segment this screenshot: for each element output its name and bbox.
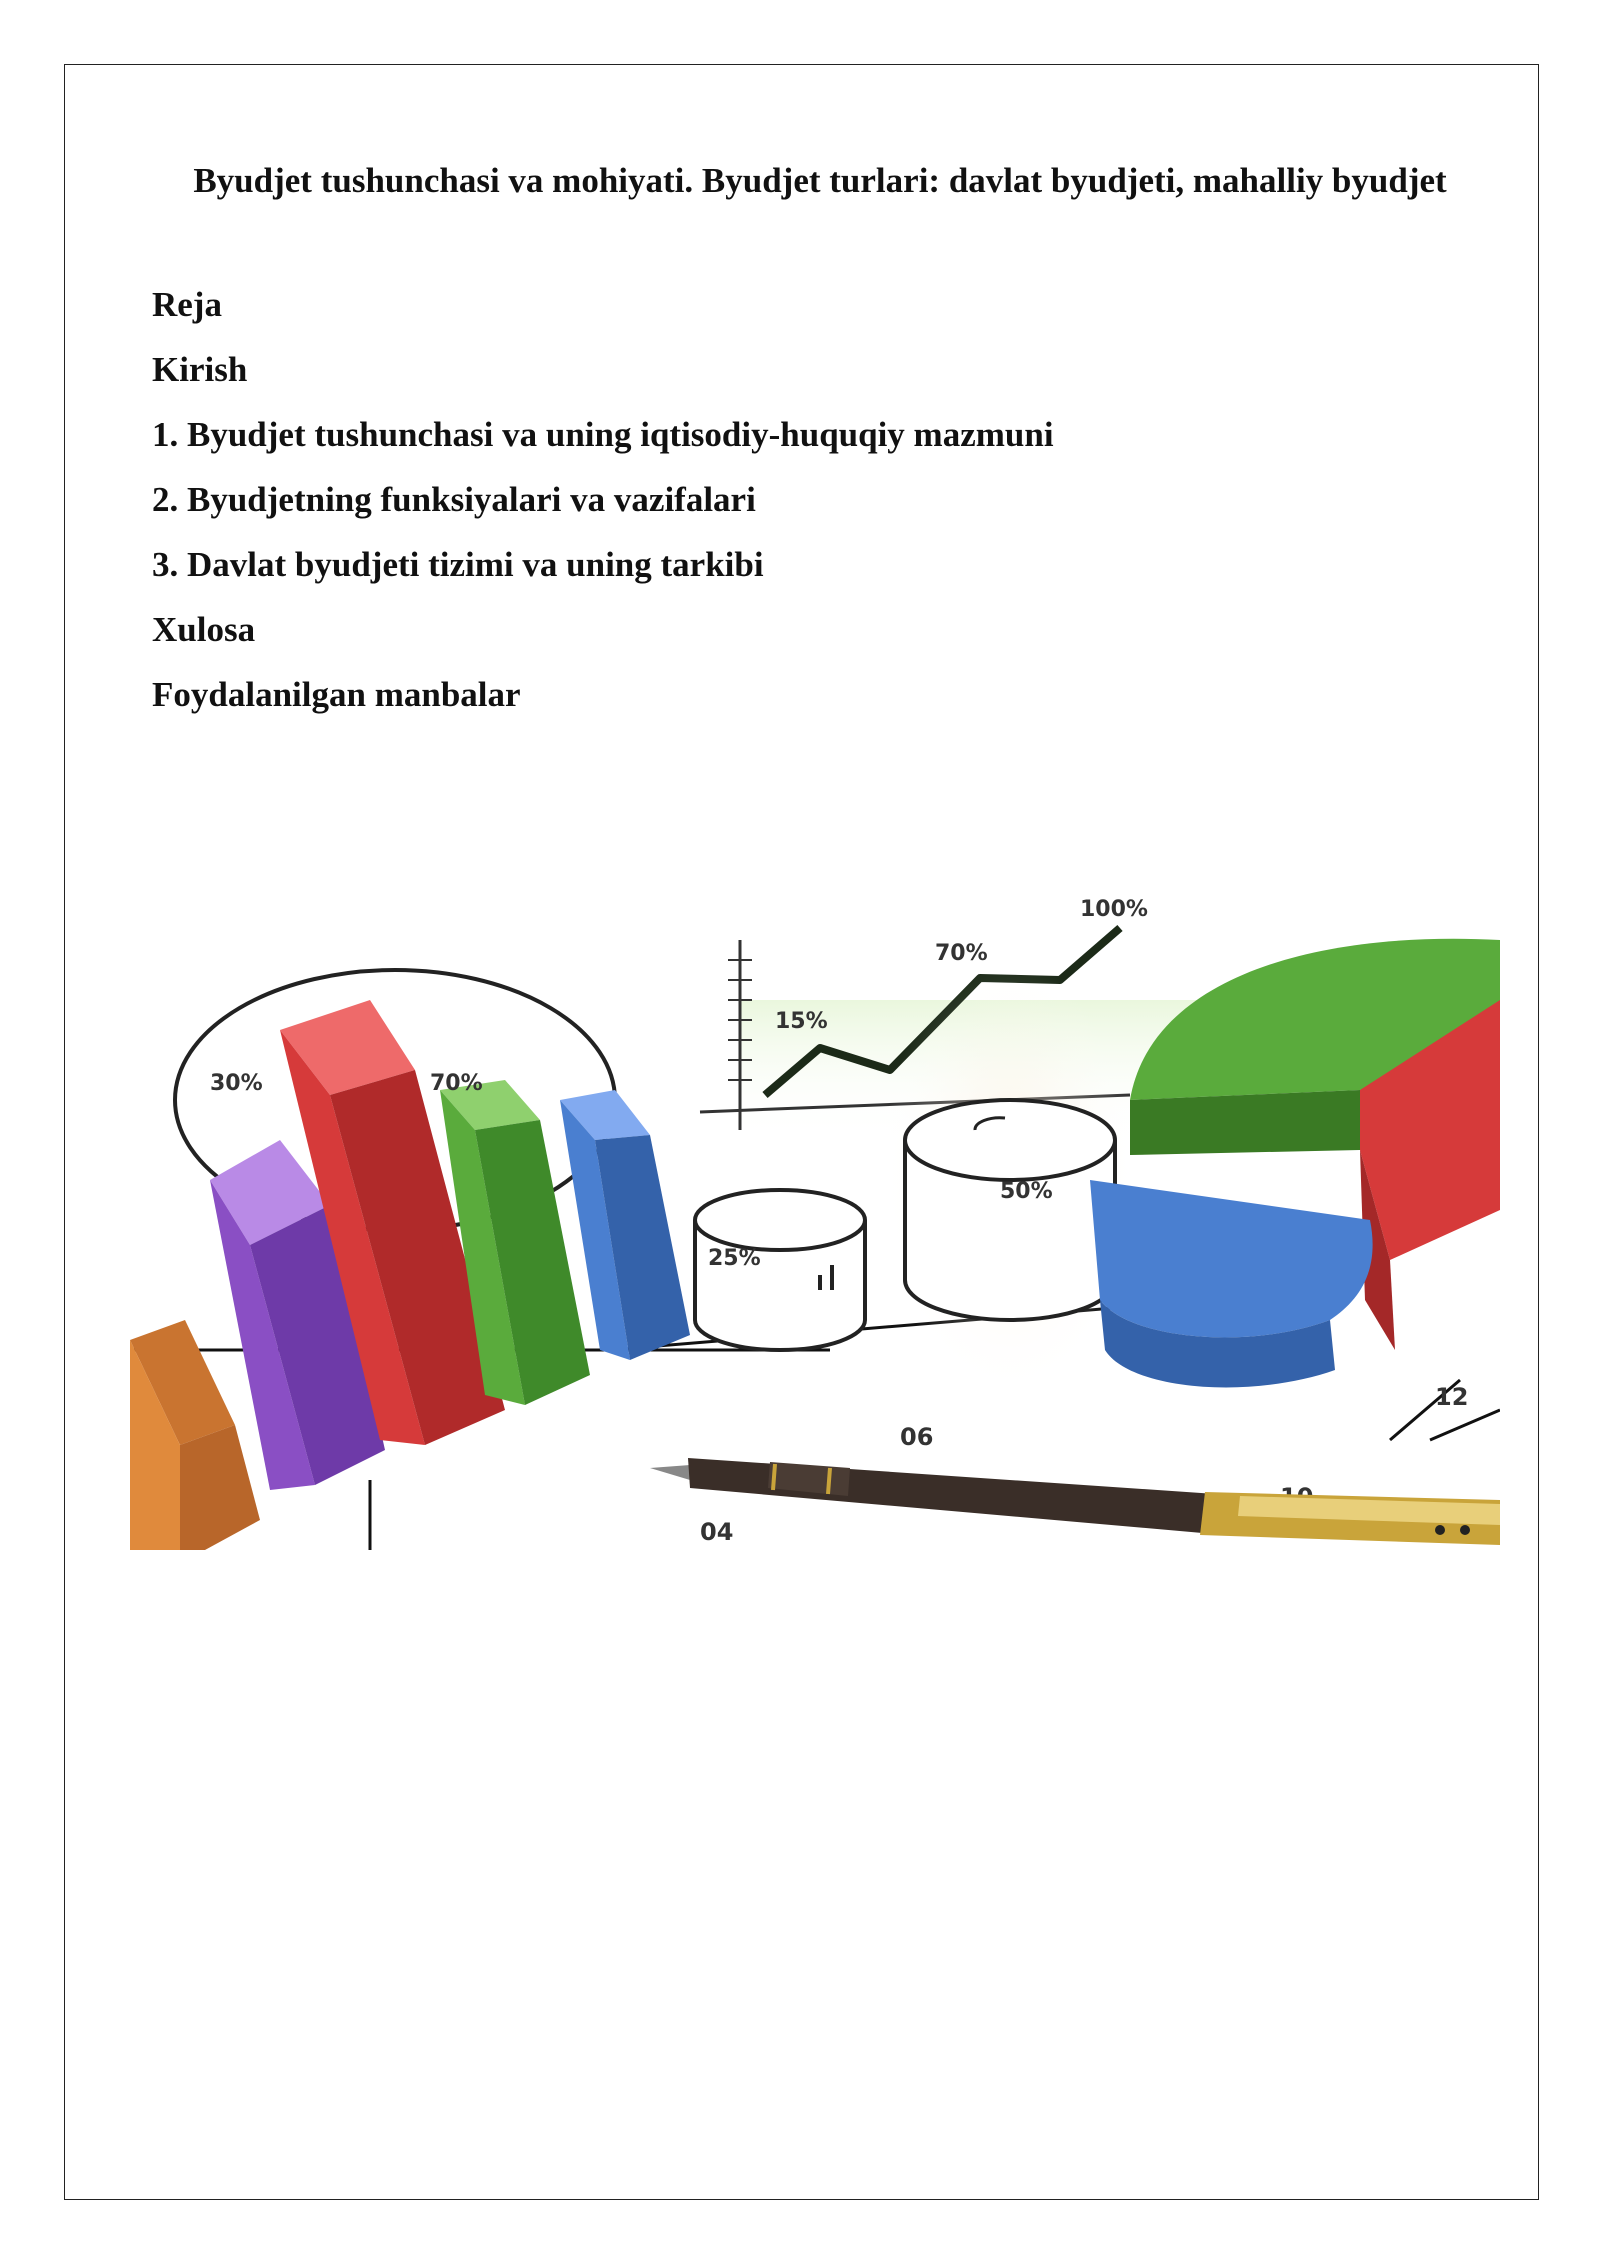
illustration-canvas	[130, 880, 1500, 1550]
label-15-percent: 15%	[775, 1009, 828, 1034]
label-12: 12	[1435, 1383, 1469, 1411]
plan-item-2: 2. Byudjetning funksiyalari va vazifalari	[152, 480, 756, 519]
label-06: 06	[900, 1423, 934, 1451]
label-50-percent: 50%	[1000, 1179, 1053, 1204]
finance-charts-illustration	[130, 880, 1500, 1550]
cylinder-50	[880, 960, 1140, 1400]
plan-item-conclusion: Xulosa	[152, 610, 256, 649]
plan-item-sources: Foydalanilgan manbalar	[152, 675, 521, 714]
label-25-percent: 25%	[708, 1246, 761, 1271]
plan-item-introduction: Kirish	[152, 350, 248, 389]
plan-list	[152, 272, 1054, 727]
label-04: 04	[700, 1518, 734, 1546]
document-title: Byudjet tushunchasi va mohiyati. Byudjet turlari: davlat byudjeti, mahalliy byudjet	[193, 161, 1447, 200]
bar-orange	[130, 1320, 260, 1550]
cylinder-25	[695, 1190, 865, 1350]
label-100-percent: 100%	[1080, 897, 1148, 922]
plan-item-3: 3. Davlat byudjeti tizimi va uning tarkibi	[152, 545, 764, 584]
label-70-percent-line: 70%	[935, 941, 988, 966]
plan-item-1: 1. Byudjet tushunchasi va uning iqtisodiy-huquqiy mazmuni	[152, 415, 1054, 454]
plan-heading: Reja	[152, 285, 222, 324]
label-70-percent-bar: 70%	[430, 1071, 483, 1096]
label-30-percent: 30%	[210, 1071, 263, 1096]
bar-blue	[560, 1090, 690, 1360]
pen	[650, 1458, 1500, 1545]
